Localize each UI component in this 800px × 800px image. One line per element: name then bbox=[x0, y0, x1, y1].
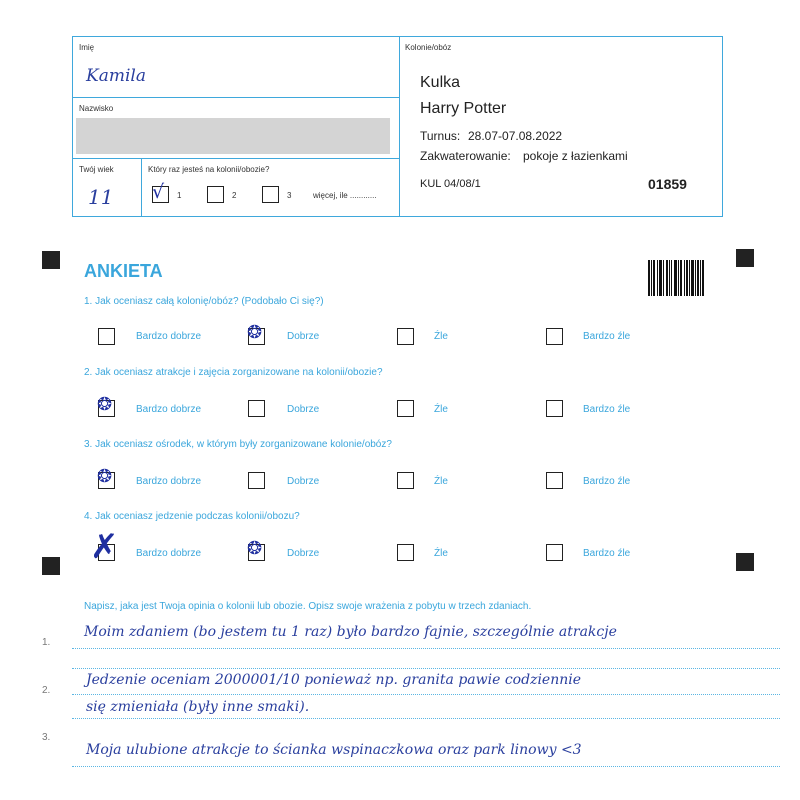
question-3: 3. Jak oceniasz ośrodek, w którym były zorganizowane kolonie/obóz? bbox=[84, 439, 392, 450]
q3-option-bad-label: Źle bbox=[434, 476, 448, 487]
times-option-3: 3 bbox=[287, 191, 292, 200]
name-label: Imię bbox=[79, 43, 95, 52]
answer-line-4[interactable]: Moja ulubione atrakcje to ścianka wspinaczkowa oraz park linowy <3 bbox=[86, 742, 582, 758]
q4-option-bad-label: Źle bbox=[434, 548, 448, 559]
q4-crossed-out-mark: ✗ bbox=[90, 527, 119, 567]
writing-line-1 bbox=[72, 648, 780, 649]
writing-line-2 bbox=[72, 668, 780, 669]
times-option-1: 1 bbox=[177, 191, 182, 200]
writing-line-5 bbox=[72, 766, 780, 767]
q1-option-bad-checkbox[interactable] bbox=[397, 328, 414, 345]
q1-scribble-mark: ❂ bbox=[247, 322, 263, 343]
surname-redacted bbox=[76, 118, 390, 154]
q3-option-bad-checkbox[interactable] bbox=[397, 472, 414, 489]
q4-option-very-good-label: Bardzo dobrze bbox=[136, 548, 202, 559]
times-checkbox-3[interactable] bbox=[262, 186, 279, 203]
camp-label: Kolonie/obóz bbox=[405, 43, 452, 52]
q3-option-very-bad-checkbox[interactable] bbox=[546, 472, 563, 489]
opinion-prompt: Napisz, jaka jest Twoja opinia o kolonii lub obozie. Opisz swoje wrażenia z pobytu w trzech zdaniach. bbox=[84, 601, 532, 612]
accommodation-label: Zakwaterowanie: bbox=[420, 149, 511, 163]
times-option-more: więcej, ile ............ bbox=[313, 191, 377, 200]
barcode bbox=[648, 260, 704, 296]
form-number: 01859 bbox=[648, 176, 687, 192]
q1-option-very-bad-label: Bardzo źle bbox=[583, 331, 631, 342]
camp-name: Kulka bbox=[420, 74, 461, 91]
q2-option-good-label: Dobrze bbox=[287, 404, 320, 415]
registration-mark-tl bbox=[42, 251, 60, 269]
line-number-2: 2. bbox=[42, 685, 51, 696]
q2-option-bad-checkbox[interactable] bbox=[397, 400, 414, 417]
q2-scribble-mark: ❂ bbox=[97, 394, 113, 415]
times-checkbox-2[interactable] bbox=[207, 186, 224, 203]
q4-scribble-mark: ❂ bbox=[247, 538, 263, 559]
q3-option-very-bad-label: Bardzo źle bbox=[583, 476, 631, 487]
survey-title: ANKIETA bbox=[84, 261, 163, 281]
surname-label: Nazwisko bbox=[79, 104, 114, 113]
q1-option-bad-label: Źle bbox=[434, 331, 448, 342]
q1-option-very-good-checkbox[interactable] bbox=[98, 328, 115, 345]
answer-line-2[interactable]: Jedzenie oceniam 2000001/10 ponieważ np. granita pawie codziennie bbox=[86, 672, 581, 688]
accommodation-value: pokoje z łazienkami bbox=[523, 149, 628, 163]
times-label: Który raz jesteś na kolonii/obozie? bbox=[148, 165, 270, 174]
age-label: Twój wiek bbox=[79, 165, 114, 174]
q2-option-bad-label: Źle bbox=[434, 404, 448, 415]
q2-option-very-bad-label: Bardzo źle bbox=[583, 404, 631, 415]
q2-option-very-bad-checkbox[interactable] bbox=[546, 400, 563, 417]
registration-mark-bl bbox=[42, 557, 60, 575]
turnus-label: Turnus: bbox=[420, 129, 461, 143]
q3-option-very-good-label: Bardzo dobrze bbox=[136, 476, 202, 487]
q2-option-very-good-label: Bardzo dobrze bbox=[136, 404, 202, 415]
line-number-3: 3. bbox=[42, 732, 51, 743]
camp-theme: Harry Potter bbox=[420, 100, 507, 117]
camp-code: KUL 04/08/1 bbox=[420, 178, 481, 190]
writing-line-3 bbox=[72, 694, 780, 695]
name-value[interactable]: Kamila bbox=[86, 66, 146, 86]
q3-option-good-checkbox[interactable] bbox=[248, 472, 265, 489]
q3-scribble-mark: ❂ bbox=[97, 466, 113, 487]
q1-option-very-bad-checkbox[interactable] bbox=[546, 328, 563, 345]
q4-option-very-bad-label: Bardzo źle bbox=[583, 548, 631, 559]
q4-option-good-label: Dobrze bbox=[287, 548, 320, 559]
question-2: 2. Jak oceniasz atrakcje i zajęcia zorganizowane na kolonii/obozie? bbox=[84, 367, 383, 378]
question-1: 1. Jak oceniasz całą kolonię/obóz? (Podobało Ci się?) bbox=[84, 296, 324, 307]
question-4: 4. Jak oceniasz jedzenie podczas kolonii/obozu? bbox=[84, 511, 300, 522]
turnus-value: 28.07-07.08.2022 bbox=[468, 129, 563, 143]
age-value[interactable]: 11 bbox=[88, 185, 114, 209]
q1-option-good-label: Dobrze bbox=[287, 331, 320, 342]
registration-mark-br bbox=[736, 553, 754, 571]
q2-option-good-checkbox[interactable] bbox=[248, 400, 265, 417]
q4-option-bad-checkbox[interactable] bbox=[397, 544, 414, 561]
q4-option-very-bad-checkbox[interactable] bbox=[546, 544, 563, 561]
q3-option-good-label: Dobrze bbox=[287, 476, 320, 487]
line-number-1: 1. bbox=[42, 637, 51, 648]
answer-line-1[interactable]: Moim zdaniem (bo jestem tu 1 raz) było bardzo fajnie, szczególnie atrakcje bbox=[84, 624, 617, 640]
answer-line-3[interactable]: się zmieniała (były inne smaki). bbox=[86, 699, 310, 715]
q1-option-very-good-label: Bardzo dobrze bbox=[136, 331, 202, 342]
times-option-2: 2 bbox=[232, 191, 237, 200]
writing-line-4 bbox=[72, 718, 780, 719]
registration-mark-tr bbox=[736, 249, 754, 267]
times-check-mark: √ bbox=[152, 181, 165, 203]
